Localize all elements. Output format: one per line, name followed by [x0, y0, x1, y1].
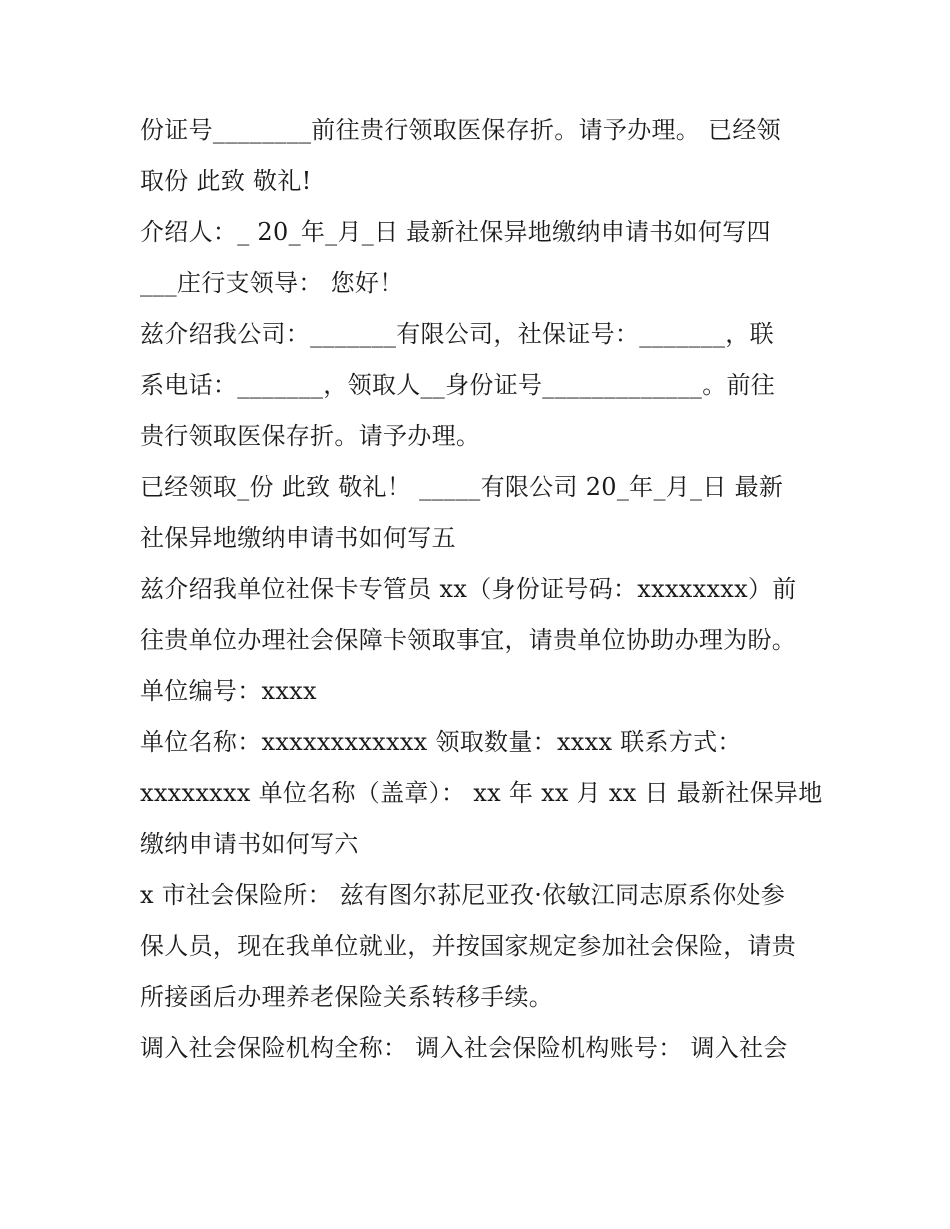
text-line: 社保异地缴纳申请书如何写五: [140, 524, 456, 552]
text-line: 调入社会保险机构全称： 调入社会保险机构账号： 调入社会: [140, 1034, 788, 1062]
text-line: 缴纳申请书如何写六: [140, 830, 359, 858]
text-line: 介绍人：_ 20_年_月_日 最新社保异地缴纳申请书如何写四: [140, 218, 771, 246]
text-line: 贵行领取医保存折。请予办理。: [140, 422, 481, 450]
text-line: 所接函后办理养老保险关系转移手续。: [140, 983, 554, 1011]
text-line: 兹介绍我单位社保卡专管员 xx（身份证号码：xxxxxxxx）前: [140, 575, 797, 603]
text-line: xxxxxxxx 单位名称（盖章）： xx 年 xx 月 xx 日 最新社保异地: [140, 779, 823, 807]
text-line: ___庄行支领导： 您好！: [140, 269, 404, 297]
document-body: [140, 105, 830, 1074]
text-line: 取份 此致 敬礼!: [140, 167, 312, 195]
text-line: 往贵单位办理社会保障卡领取事宜，请贵单位协助办理为盼。: [140, 626, 797, 654]
text-line: 保人员，现在我单位就业，并按国家规定参加社会保险，请贵: [140, 932, 797, 960]
text-line: 兹介绍我公司：_______有限公司，社保证号：_______，联: [140, 320, 774, 348]
text-line: x 市社会保险所： 兹有图尔荪尼亚孜·依敏江同志原系你处参: [140, 881, 786, 909]
text-line: 单位名称：xxxxxxxxxxxx 领取数量：xxxx 联系方式：: [140, 728, 742, 756]
text-line: 份证号________前往贵行领取医保存折。请予办理。 已经领: [140, 116, 781, 144]
text-line: 单位编号：xxxx: [140, 677, 317, 705]
text-line: 系电话：_______，领取人__身份证号_____________。前往: [140, 371, 776, 399]
text-line: 已经领取_份 此致 敬礼！ _____有限公司 20_年_月_日 最新: [140, 473, 784, 501]
